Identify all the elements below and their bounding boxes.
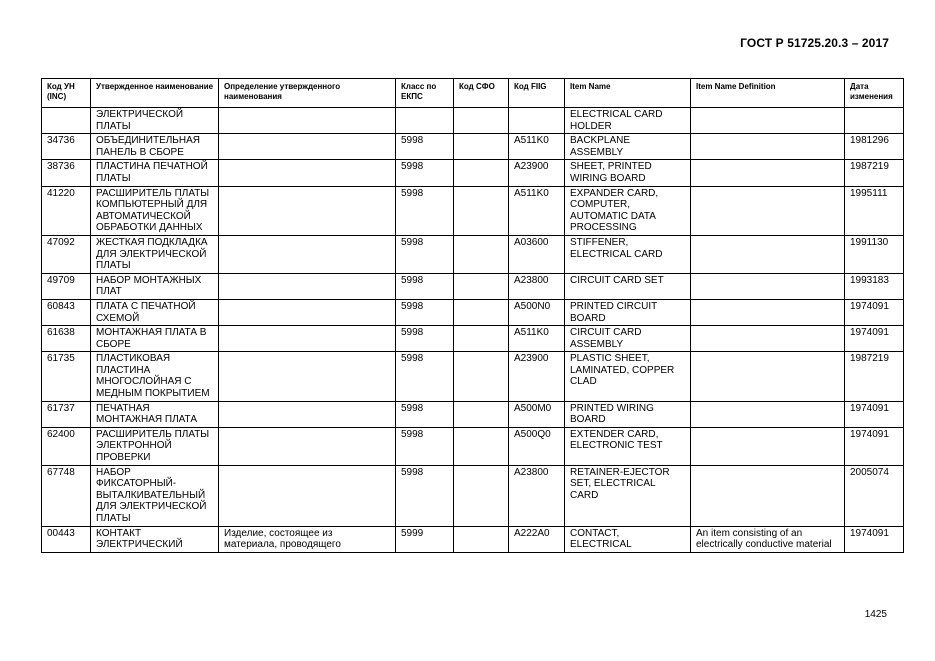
- cell-ekps-class: 5998: [396, 299, 454, 325]
- header-name-definition: Определение утвержденного наименования: [219, 79, 396, 108]
- header-sfo-code: Код СФО: [454, 79, 509, 108]
- cell-fiig-code: A500Q0: [509, 427, 565, 465]
- table-row: [42, 235, 904, 273]
- cell-ekps-class: 5998: [396, 134, 454, 160]
- cell-fiig-code: A03600: [509, 235, 565, 273]
- cell-name-definition: [219, 299, 396, 325]
- page-number: 1425: [864, 609, 887, 620]
- cell-ekps-class: 5998: [396, 427, 454, 465]
- table-row: [42, 186, 904, 235]
- cell-inc: 62400: [42, 427, 91, 465]
- cell-approved-name: РАСШИРИТЕЛЬ ПЛАТЫ КОМПЬЮТЕРНЫЙ ДЛЯ АВТОМАТИЧЕСКОЙ ОБРАБОТКИ ДАННЫХ: [91, 186, 219, 235]
- header-fiig-code: Код FIIG: [509, 79, 565, 108]
- cell-sfo-code: [454, 160, 509, 186]
- cell-sfo-code: [454, 299, 509, 325]
- cell-sfo-code: [454, 526, 509, 552]
- cell-ekps-class: 5998: [396, 235, 454, 273]
- cell-inc: 49709: [42, 273, 91, 299]
- cell-approved-name: МОНТАЖНАЯ ПЛАТА В СБОРЕ: [91, 326, 219, 352]
- cell-item-name: EXTENDER CARD, ELECTRONIC TEST: [565, 427, 691, 465]
- table-row: [42, 160, 904, 186]
- cell-sfo-code: [454, 186, 509, 235]
- cell-approved-name: КОНТАКТ ЭЛЕКТРИЧЕСКИЙ: [91, 526, 219, 552]
- cell-item-name-definition: [691, 465, 845, 526]
- cell-change-date: 1981296: [845, 134, 904, 160]
- table-row: [42, 401, 904, 427]
- cell-ekps-class: 5998: [396, 273, 454, 299]
- items-table: [41, 78, 904, 553]
- cell-ekps-class: [396, 108, 454, 134]
- cell-item-name-definition: [691, 108, 845, 134]
- cell-inc: 61735: [42, 352, 91, 401]
- cell-item-name: CIRCUIT CARD SET: [565, 273, 691, 299]
- cell-name-definition: [219, 465, 396, 526]
- cell-ekps-class: 5998: [396, 465, 454, 526]
- cell-item-name-definition: [691, 326, 845, 352]
- cell-item-name: PRINTED WIRING BOARD: [565, 401, 691, 427]
- cell-change-date: 1991130: [845, 235, 904, 273]
- cell-change-date: 1974091: [845, 427, 904, 465]
- cell-change-date: 1974091: [845, 526, 904, 552]
- cell-item-name-definition: [691, 352, 845, 401]
- cell-approved-name: РАСШИРИТЕЛЬ ПЛАТЫ ЭЛЕКТРОННОЙ ПРОВЕРКИ: [91, 427, 219, 465]
- cell-ekps-class: 5998: [396, 401, 454, 427]
- cell-inc: 34736: [42, 134, 91, 160]
- cell-item-name: ELECTRICAL CARD HOLDER: [565, 108, 691, 134]
- cell-approved-name: ПЛАСТИКОВАЯ ПЛАСТИНА МНОГОСЛОЙНАЯ С МЕДНЫМ ПОКРЫТИЕМ: [91, 352, 219, 401]
- cell-ekps-class: 5998: [396, 160, 454, 186]
- cell-change-date: 1987219: [845, 160, 904, 186]
- cell-approved-name: ЖЕСТКАЯ ПОДКЛАДКА ДЛЯ ЭЛЕКТРИЧЕСКОЙ ПЛАТЫ: [91, 235, 219, 273]
- table-row: [42, 526, 904, 552]
- cell-inc: 41220: [42, 186, 91, 235]
- cell-change-date: 1974091: [845, 401, 904, 427]
- cell-inc: 61638: [42, 326, 91, 352]
- cell-item-name: PRINTED CIRCUIT BOARD: [565, 299, 691, 325]
- cell-change-date: [845, 108, 904, 134]
- cell-fiig-code: A23800: [509, 273, 565, 299]
- cell-item-name: CONTACT, ELECTRICAL: [565, 526, 691, 552]
- table-row: [42, 427, 904, 465]
- table-row: [42, 299, 904, 325]
- cell-change-date: 1974091: [845, 326, 904, 352]
- cell-ekps-class: 5999: [396, 526, 454, 552]
- cell-approved-name: НАБОР ФИКСАТОРНЫЙ- ВЫТАЛКИВАТЕЛЬНЫЙ ДЛЯ ЭЛЕКТРИЧЕСКОЙ ПЛАТЫ: [91, 465, 219, 526]
- cell-name-definition: [219, 186, 396, 235]
- document-title: ГОСТ Р 51725.20.3 – 2017: [740, 36, 889, 50]
- cell-sfo-code: [454, 273, 509, 299]
- cell-fiig-code: A23900: [509, 160, 565, 186]
- cell-name-definition: [219, 352, 396, 401]
- cell-item-name: EXPANDER CARD, COMPUTER, AUTOMATIC DATA PROCESSING: [565, 186, 691, 235]
- cell-ekps-class: 5998: [396, 352, 454, 401]
- cell-change-date: 1987219: [845, 352, 904, 401]
- cell-item-name: CIRCUIT CARD ASSEMBLY: [565, 326, 691, 352]
- cell-approved-name: ОБЪЕДИНИТЕЛЬНАЯ ПАНЕЛЬ В СБОРЕ: [91, 134, 219, 160]
- cell-change-date: 2005074: [845, 465, 904, 526]
- cell-name-definition: [219, 427, 396, 465]
- cell-item-name: SHEET, PRINTED WIRING BOARD: [565, 160, 691, 186]
- cell-inc: [42, 108, 91, 134]
- cell-fiig-code: A23800: [509, 465, 565, 526]
- cell-item-name-definition: [691, 427, 845, 465]
- cell-sfo-code: [454, 235, 509, 273]
- cell-item-name: PLASTIC SHEET, LAMINATED, COPPER CLAD: [565, 352, 691, 401]
- cell-item-name: STIFFENER, ELECTRICAL CARD: [565, 235, 691, 273]
- cell-sfo-code: [454, 108, 509, 134]
- cell-item-name-definition: An item consisting of an electrically conductive material: [691, 526, 845, 552]
- cell-fiig-code: [509, 108, 565, 134]
- table-header-row: [42, 79, 904, 108]
- cell-approved-name: ПЕЧАТНАЯ МОНТАЖНАЯ ПЛАТА: [91, 401, 219, 427]
- table-row: [42, 352, 904, 401]
- cell-fiig-code: A500M0: [509, 401, 565, 427]
- cell-sfo-code: [454, 401, 509, 427]
- cell-name-definition: [219, 401, 396, 427]
- cell-approved-name: ПЛАСТИНА ПЕЧАТНОЙ ПЛАТЫ: [91, 160, 219, 186]
- table-row: [42, 273, 904, 299]
- header-inc: Код УН (INC): [42, 79, 91, 108]
- cell-approved-name: ПЛАТА С ПЕЧАТНОЙ СХЕМОЙ: [91, 299, 219, 325]
- cell-item-name-definition: [691, 160, 845, 186]
- cell-name-definition: [219, 273, 396, 299]
- cell-name-definition: [219, 235, 396, 273]
- cell-approved-name: НАБОР МОНТАЖНЫХ ПЛАТ: [91, 273, 219, 299]
- cell-change-date: 1993183: [845, 273, 904, 299]
- table-row: [42, 465, 904, 526]
- cell-fiig-code: A511K0: [509, 326, 565, 352]
- header-ekps-class: Класс по ЕКПС: [396, 79, 454, 108]
- cell-sfo-code: [454, 352, 509, 401]
- cell-inc: 61737: [42, 401, 91, 427]
- header-change-date: Дата изменения: [845, 79, 904, 108]
- cell-name-definition: [219, 134, 396, 160]
- header-item-name: Item Name: [565, 79, 691, 108]
- cell-item-name-definition: [691, 299, 845, 325]
- table-row: [42, 108, 904, 134]
- cell-inc: 38736: [42, 160, 91, 186]
- cell-fiig-code: A511K0: [509, 186, 565, 235]
- table-row: [42, 326, 904, 352]
- cell-item-name: BACKPLANE ASSEMBLY: [565, 134, 691, 160]
- cell-fiig-code: A511K0: [509, 134, 565, 160]
- cell-change-date: 1995111: [845, 186, 904, 235]
- cell-item-name: RETAINER-EJECTOR SET, ELECTRICAL CARD: [565, 465, 691, 526]
- cell-item-name-definition: [691, 235, 845, 273]
- cell-sfo-code: [454, 326, 509, 352]
- cell-sfo-code: [454, 427, 509, 465]
- cell-ekps-class: 5998: [396, 326, 454, 352]
- cell-inc: 60843: [42, 299, 91, 325]
- cell-ekps-class: 5998: [396, 186, 454, 235]
- cell-item-name-definition: [691, 186, 845, 235]
- cell-inc: 00443: [42, 526, 91, 552]
- table-row: [42, 134, 904, 160]
- header-approved-name: Утвержденное наименование: [91, 79, 219, 108]
- cell-fiig-code: A23900: [509, 352, 565, 401]
- cell-inc: 47092: [42, 235, 91, 273]
- cell-sfo-code: [454, 465, 509, 526]
- table-body: [42, 108, 904, 553]
- cell-fiig-code: A222A0: [509, 526, 565, 552]
- cell-item-name-definition: [691, 273, 845, 299]
- cell-approved-name: ЭЛЕКТРИЧЕСКОЙ ПЛАТЫ: [91, 108, 219, 134]
- cell-name-definition: Изделие, состоящее из материала, проводящего: [219, 526, 396, 552]
- header-item-name-definition: Item Name Definition: [691, 79, 845, 108]
- cell-name-definition: [219, 108, 396, 134]
- cell-item-name-definition: [691, 401, 845, 427]
- cell-change-date: 1974091: [845, 299, 904, 325]
- cell-inc: 67748: [42, 465, 91, 526]
- cell-item-name-definition: [691, 134, 845, 160]
- cell-name-definition: [219, 326, 396, 352]
- cell-fiig-code: A500N0: [509, 299, 565, 325]
- cell-name-definition: [219, 160, 396, 186]
- cell-sfo-code: [454, 134, 509, 160]
